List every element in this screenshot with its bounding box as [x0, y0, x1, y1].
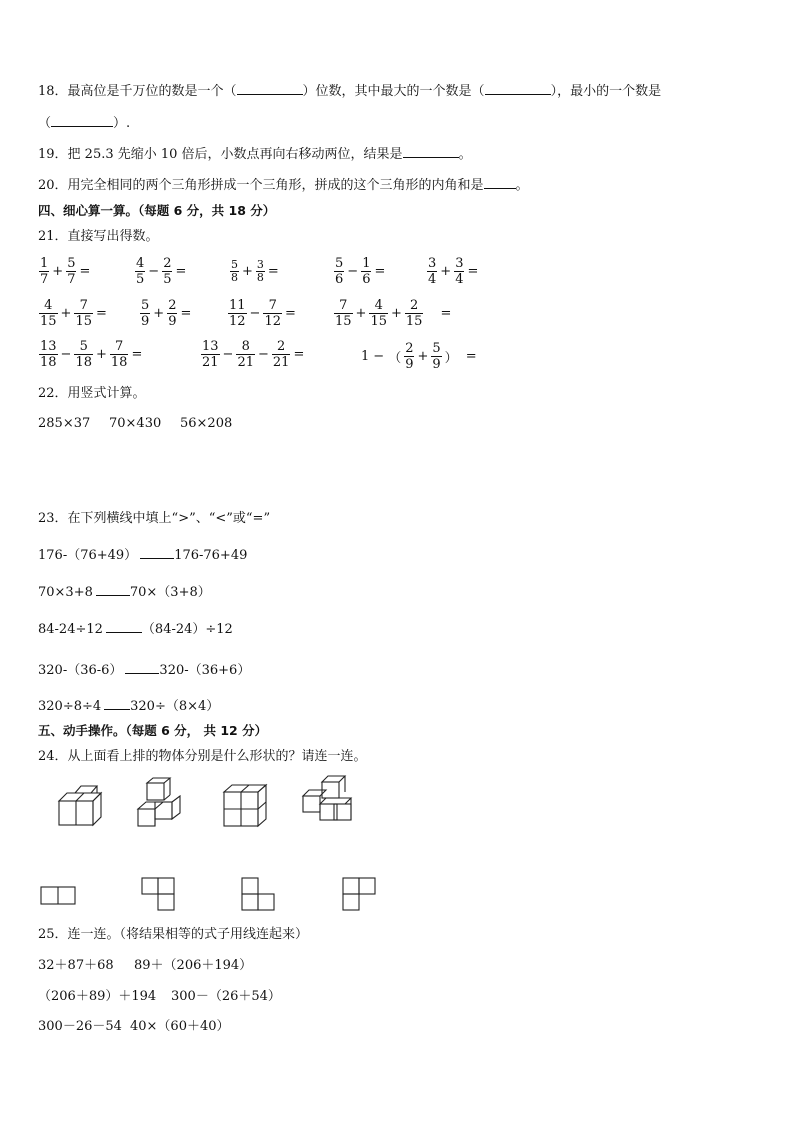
- match-right-expression: 300－（26＋54）: [171, 989, 281, 1004]
- fraction-expression: [359, 341, 479, 372]
- question-18-line-2: （ ）.: [38, 116, 131, 131]
- fraction: [334, 256, 344, 287]
- fraction-expression: [38, 339, 144, 370]
- operator: −: [249, 306, 261, 321]
- numerator: 7: [339, 298, 348, 313]
- fraction: [404, 341, 414, 372]
- denominator: 15: [75, 314, 92, 329]
- fraction: [201, 339, 220, 370]
- cube-stack-figure-2: [135, 778, 185, 830]
- question-22-title: 22．用竖式计算。: [38, 386, 146, 401]
- comparison-left: 70×3+8: [38, 585, 93, 600]
- operator: +: [242, 264, 253, 279]
- numerator: 7: [115, 339, 124, 354]
- denominator: 8: [256, 271, 264, 284]
- cube-stack-figure-1: [55, 783, 105, 828]
- numerator: 2: [163, 256, 172, 271]
- question-25-title: 25．连一连。（将结果相等的式子用线连起来）: [38, 927, 309, 942]
- comparison-right: （84-24）÷12: [141, 622, 233, 637]
- denominator: 9: [405, 357, 414, 372]
- comparison-right: 70×（3+8）: [129, 585, 211, 600]
- denominator: 5: [163, 272, 172, 287]
- numerator: 3: [256, 258, 264, 271]
- comparison-left: 320-（36-6）: [38, 663, 123, 678]
- denominator: 8: [231, 271, 238, 284]
- fraction: [162, 256, 172, 287]
- comparison-right: 176-76+49: [174, 548, 248, 563]
- answer-blank[interactable]: [125, 661, 159, 674]
- operator: +: [417, 349, 429, 364]
- fraction: [369, 298, 388, 329]
- operator: 1: [361, 349, 370, 364]
- operator: +: [440, 264, 452, 279]
- question-21-title: 21．直接写出得数。: [38, 229, 159, 244]
- answer-blank[interactable]: [51, 114, 113, 127]
- fraction-expression: [227, 298, 298, 329]
- numerator: 1: [362, 256, 371, 271]
- denominator: 9: [432, 357, 441, 372]
- equals-sign: =: [465, 349, 477, 364]
- numerator: 5: [141, 298, 150, 313]
- comparison-right: 320-（36+6）: [159, 663, 251, 678]
- denominator: 7: [40, 272, 49, 287]
- fraction: [454, 256, 464, 287]
- denominator: 4: [428, 272, 437, 287]
- equals-sign: =: [96, 306, 107, 321]
- numerator: 5: [67, 256, 76, 271]
- operator: +: [355, 306, 367, 321]
- operator: +: [52, 264, 64, 279]
- denominator: 18: [75, 355, 92, 370]
- equals-sign: =: [374, 264, 386, 279]
- numerator: 4: [136, 256, 145, 271]
- operator: −: [60, 347, 72, 362]
- operator: +: [391, 306, 402, 321]
- fraction: [361, 256, 371, 287]
- fraction: [110, 339, 129, 370]
- denominator: 12: [229, 314, 246, 329]
- question-18-line-1: 18．最高位是千万位的数是一个（ ）位数，其中最大的一个数是（ ），最小的一个数是: [38, 84, 662, 99]
- operator: +: [96, 347, 107, 362]
- denominator: 21: [237, 355, 254, 370]
- fraction: [405, 298, 424, 329]
- denominator: 21: [202, 355, 219, 370]
- denominator: 18: [110, 355, 128, 370]
- question-23-title: 23．在下列横线中填上“>”、“<”或“=”: [38, 511, 271, 526]
- match-right-expression: 89＋（206＋194）: [134, 958, 253, 973]
- denominator: 6: [362, 272, 371, 287]
- match-left-expression: 300－26－54: [38, 1019, 122, 1034]
- numerator: 5: [231, 258, 238, 271]
- equals-sign: =: [467, 264, 479, 279]
- numerator: 8: [241, 339, 250, 354]
- fraction: [135, 256, 145, 287]
- numerator: 2: [168, 298, 177, 313]
- equals-sign: =: [131, 347, 143, 362]
- answer-blank[interactable]: [403, 145, 459, 158]
- fraction: [66, 256, 76, 287]
- denominator: 7: [67, 272, 76, 287]
- comparison-right: 320÷（8×4）: [130, 699, 220, 714]
- fraction-expression: [333, 256, 387, 287]
- operator: −: [258, 347, 269, 362]
- numerator: 13: [202, 339, 219, 354]
- answer-blank[interactable]: [484, 176, 516, 189]
- question-20: 20．用完全相同的两个三角形拼成一个三角形，拼成的这个三角形的内角和是 。: [38, 178, 529, 193]
- equals-sign: =: [267, 264, 279, 279]
- fraction: [167, 298, 177, 329]
- fraction-expression: [229, 259, 281, 284]
- fraction: [263, 298, 282, 329]
- fraction: [230, 259, 239, 284]
- denominator: 9: [168, 314, 177, 329]
- numerator: 5: [79, 339, 88, 354]
- fraction: [74, 339, 93, 370]
- fraction: [431, 341, 441, 372]
- equals-sign: =: [285, 306, 296, 321]
- comparison-row: [38, 697, 219, 716]
- equals-sign: =: [180, 306, 192, 321]
- match-left-expression: （206＋89）＋194: [38, 989, 157, 1004]
- comparison-left: 320÷8÷4: [38, 699, 102, 714]
- comparison-left: 176-（76+49）: [38, 548, 138, 563]
- equals-sign: =: [79, 264, 91, 279]
- fraction-expression: [139, 298, 193, 329]
- fraction: [228, 298, 247, 329]
- fraction: [236, 339, 255, 370]
- equals-sign: =: [440, 306, 452, 321]
- question-19: 19．把 25.3 先缩小 10 倍后，小数点再向右移动两位，结果是 。: [38, 147, 472, 162]
- numerator: 7: [79, 298, 88, 313]
- operator: −: [222, 347, 234, 362]
- numerator: 2: [405, 341, 414, 356]
- fraction-expression: [333, 298, 453, 329]
- denominator: 15: [335, 314, 352, 329]
- numerator: 11: [229, 298, 246, 313]
- numerator: 5: [432, 341, 441, 356]
- fraction: [39, 339, 58, 370]
- numerator: 4: [44, 298, 53, 313]
- match-left-expression: 32＋87＋68: [38, 958, 114, 973]
- denominator: 12: [264, 314, 281, 329]
- cube-stack-figure-3: [222, 782, 268, 828]
- operator: （: [388, 351, 402, 366]
- denominator: 9: [141, 314, 150, 329]
- fraction-expression: [426, 256, 480, 287]
- fraction: [74, 298, 93, 329]
- equals-sign: =: [175, 264, 187, 279]
- vertical-calc-item: 70×430: [109, 416, 162, 431]
- section-5-title: 五、动手操作。（每题 6 分， 共 12 分）: [38, 723, 268, 738]
- denominator: 21: [272, 355, 290, 370]
- answer-blank[interactable]: [485, 82, 551, 95]
- comparison-row: [38, 546, 247, 565]
- comparison-left: 84-24÷12: [38, 622, 103, 637]
- operator: +: [153, 306, 165, 321]
- fraction-expression: [200, 339, 306, 370]
- fraction-expression: [38, 256, 92, 287]
- numerator: 7: [268, 298, 277, 313]
- denominator: 15: [40, 314, 57, 329]
- question-24-title: 24．从上面看上排的物体分别是什么形状的？请连一连。: [38, 749, 367, 764]
- vertical-calc-item: 56×208: [180, 416, 233, 431]
- answer-blank[interactable]: [96, 583, 130, 596]
- numerator: 2: [277, 339, 286, 354]
- denominator: 15: [405, 314, 423, 329]
- comparison-row: [38, 583, 211, 602]
- denominator: 4: [455, 272, 464, 287]
- numerator: 3: [455, 256, 464, 271]
- answer-blank[interactable]: [237, 82, 303, 95]
- section-4-title: 四、细心算一算。（每题 6 分，共 18 分）: [38, 203, 276, 218]
- operator: −: [148, 264, 160, 279]
- numerator: 2: [410, 298, 419, 313]
- equals-sign: =: [293, 347, 305, 362]
- operator: −: [373, 349, 385, 364]
- operator: −: [347, 264, 359, 279]
- match-right-expression: 40×（60＋40）: [130, 1019, 230, 1034]
- operator: +: [60, 306, 72, 321]
- fraction: [334, 298, 353, 329]
- numerator: 4: [374, 298, 383, 313]
- vertical-calc-item: 285×37: [38, 416, 91, 431]
- answer-blank[interactable]: [106, 620, 142, 633]
- denominator: 6: [335, 272, 344, 287]
- numerator: 5: [335, 256, 344, 271]
- comparison-row: [38, 661, 250, 680]
- numerator: 1: [40, 256, 49, 271]
- numerator: 3: [428, 256, 437, 271]
- numerator: 13: [40, 339, 57, 354]
- operator: ）: [444, 351, 458, 366]
- top-view-shape-1: [40, 884, 76, 906]
- denominator: 18: [40, 355, 57, 370]
- fraction-expression: [134, 256, 188, 287]
- top-view-shape-4: [341, 876, 377, 912]
- comparison-row: [38, 620, 233, 639]
- answer-blank[interactable]: [104, 697, 130, 710]
- top-view-shape-2: [140, 876, 176, 912]
- fraction: [272, 339, 291, 370]
- fraction: [427, 256, 437, 287]
- fraction: [39, 298, 58, 329]
- answer-blank[interactable]: [140, 546, 174, 559]
- denominator: 5: [136, 272, 145, 287]
- fraction: [39, 256, 49, 287]
- denominator: 15: [370, 314, 387, 329]
- top-view-shape-3: [240, 876, 276, 912]
- cube-stack-figure-4: [300, 774, 354, 828]
- fraction: [140, 298, 150, 329]
- fraction-expression: [38, 298, 109, 329]
- fraction: [256, 259, 265, 284]
